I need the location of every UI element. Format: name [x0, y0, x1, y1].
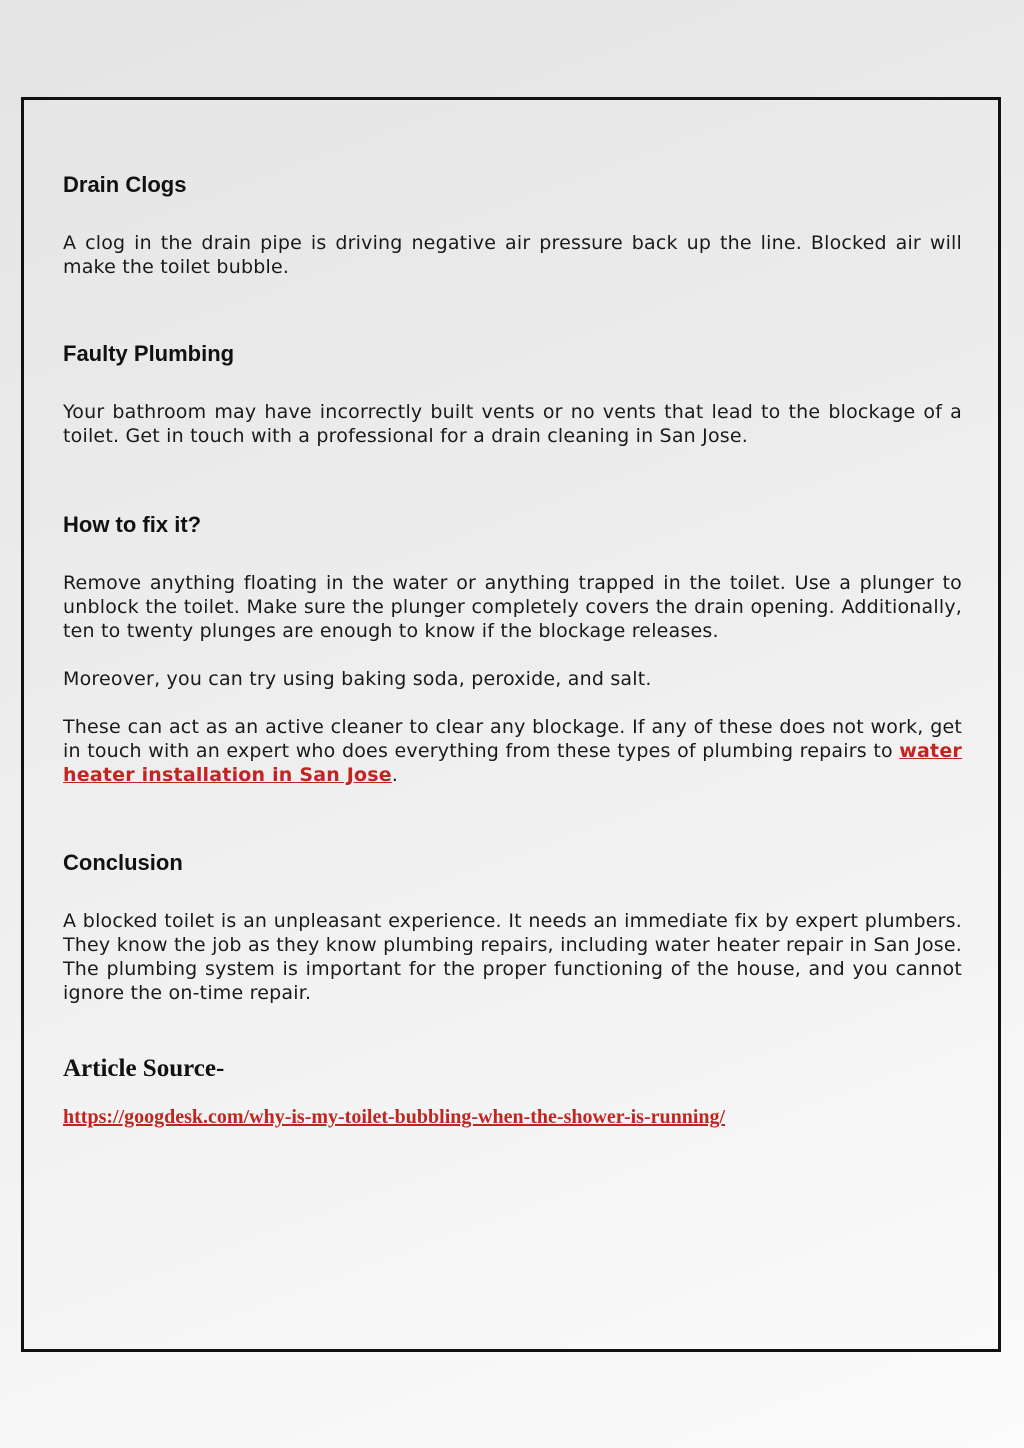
- document-content: [63, 172, 962, 1129]
- paragraph-conclusion: A blocked toilet is an unpleasant experience. It needs an immediate fix by expert plumbers. They know the job as they know plumbing repairs, including water heater repair in San Jose. The plumbing system is important for the proper functioning of the house, and you cannot ignore the on-time repair.: [63, 910, 962, 1004]
- heading-drain-clogs: Drain Clogs: [63, 172, 187, 197]
- heading-conclusion: Conclusion: [63, 850, 183, 875]
- heading-how-to-fix: How to fix it?: [63, 512, 202, 537]
- article-source-heading: Article Source-: [63, 1055, 225, 1082]
- paragraph-faulty-plumbing: Your bathroom may have incorrectly built vents or no vents that lead to the blockage of a toilet. Get in touch with a professional for a drain cleaning in San Jose.: [63, 401, 962, 447]
- paragraph-fix-expert-text: These can act as an active cleaner to clear any blockage. If any of these does not work, get in touch with an expert who does everything from these types of plumbing repairs to: [63, 716, 962, 762]
- paragraph-drain-clogs: A clog in the drain pipe is driving negative air pressure back up the line. Blocked air will make the toilet bubble.: [63, 232, 962, 278]
- document-frame: [21, 97, 1001, 1352]
- paragraph-fix-expert-end: .: [391, 764, 399, 786]
- water-heater-installation-link[interactable]: water heater installation in San Jose: [63, 740, 962, 786]
- paragraph-fix-expert: [63, 715, 962, 787]
- paragraph-fix-steps: Remove anything floating in the water or anything trapped in the toilet. Use a plunger to unblock the toilet. Make sure the plunger completely covers the drain opening. Additionally, ten to twenty plunges are enough to know if the blockage releases.: [63, 572, 962, 642]
- article-source-link-row: [63, 1105, 962, 1129]
- heading-faulty-plumbing: Faulty Plumbing: [63, 341, 235, 366]
- paragraph-fix-alternatives: Moreover, you can try using baking soda, peroxide, and salt.: [63, 668, 652, 690]
- article-source-link[interactable]: https://googdesk.com/why-is-my-toilet-bubbling-when-the-shower-is-running/: [63, 1106, 726, 1128]
